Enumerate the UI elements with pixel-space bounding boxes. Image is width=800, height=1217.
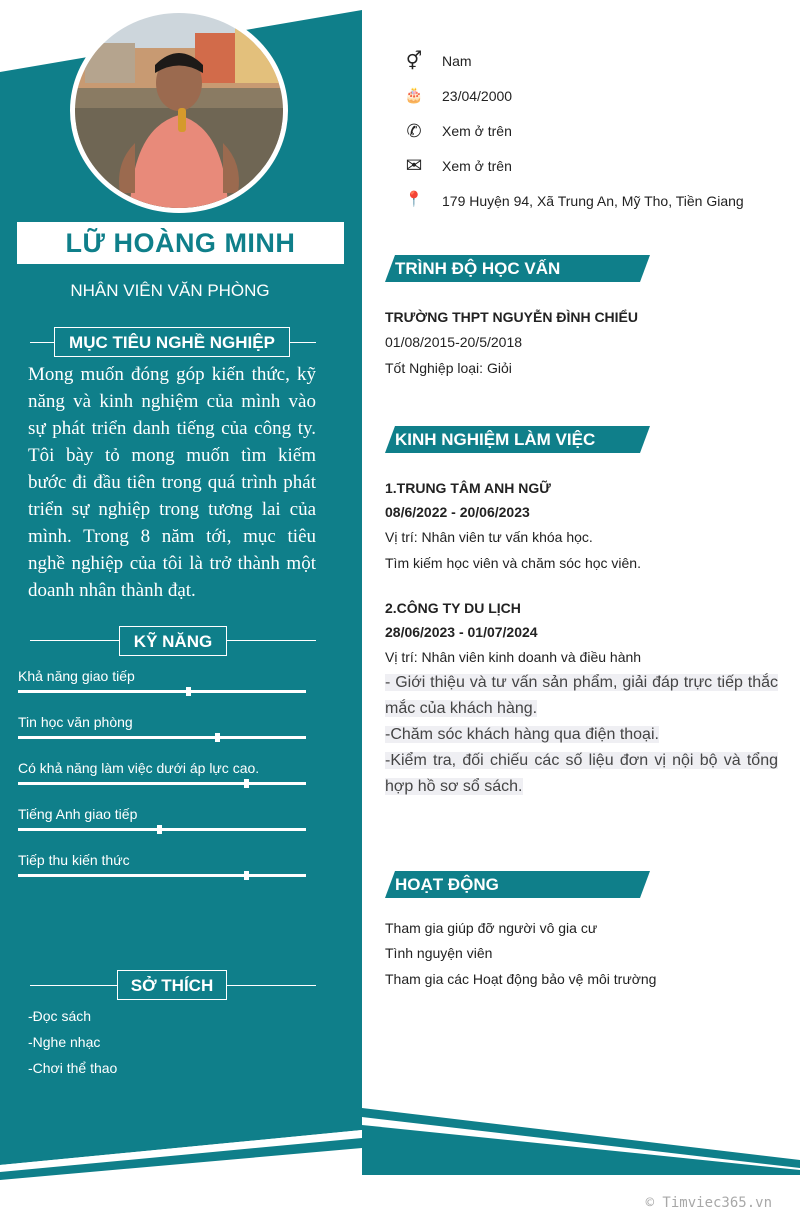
skill-slider-handle <box>244 871 249 880</box>
envelope-icon: ✉ <box>405 155 423 177</box>
activity-item: Tình nguyện viên <box>385 945 493 961</box>
job-description-line: -Kiểm tra, đối chiếu các số liệu đơn vị nội bộ và tổng hợp hồ sơ sổ sách. <box>385 752 778 795</box>
school-name: TRƯỜNG THPT NGUYỄN ĐÌNH CHIỂU <box>385 309 639 325</box>
skill-label: Tiếp thu kiến thức <box>18 852 130 868</box>
map-marker-icon: 📍 <box>404 191 424 208</box>
objective-text: Mong muốn đóng góp kiến thức, kỹ năng và kinh nghiệm của mình vào sự phát triển danh tiếng của công ty. Tôi bày tỏ mong muốn tìm kiếm bước đi đầu tiên trong quá trình phát triển sự nghiệp trong tương lai của mình. Trong 8 năm tới, mục tiêu nghề nghiệp của tôi là trở thành một doanh nhân thành đạt. <box>28 364 316 601</box>
education-period: 01/08/2015-20/5/2018 <box>385 334 523 350</box>
job-company: 1.TRUNG TÂM ANH NGỮ <box>385 480 551 496</box>
experience-heading <box>385 426 650 453</box>
job-position: Vị trí: Nhân viên tư vấn khóa học. <box>385 529 593 545</box>
job-position: Vị trí: Nhân viên kinh doanh và điều hành <box>385 649 642 665</box>
gender-text: Nam <box>442 53 472 69</box>
skill-label: Tin học văn phòng <box>18 714 133 730</box>
activities-heading <box>385 871 650 898</box>
skill-slider-handle <box>244 779 249 788</box>
activity-item: Tham gia các Hoạt động bảo vệ môi trường <box>385 971 657 987</box>
job-period: 28/06/2023 - 01/07/2024 <box>385 624 538 640</box>
education-result: Tốt Nghiệp loại: Giỏi <box>385 360 512 376</box>
profile-photo <box>75 13 283 208</box>
activity-item: Tham gia giúp đỡ người vô gia cư <box>385 920 598 936</box>
job-description-line: - Giới thiệu và tư vấn sản phẩm, giải đáp trực tiếp thắc mắc của khách hàng. <box>385 674 778 717</box>
divider-line <box>290 342 316 343</box>
divider-line <box>30 985 117 986</box>
skill-slider <box>18 828 306 831</box>
education-heading <box>385 255 650 282</box>
job-description <box>385 722 778 748</box>
skill-slider-handle <box>186 687 191 696</box>
hobby-item: -Chơi thể thao <box>28 1060 118 1076</box>
objective-heading: MỤC TIÊU NGHỀ NGHIỆP <box>54 327 290 357</box>
gender-icon: ⚥ <box>405 51 423 71</box>
job-period: 08/6/2022 - 20/06/2023 <box>385 504 530 520</box>
job-description-line: -Chăm sóc khách hàng qua điện thoại. <box>385 726 659 743</box>
address-text: 179 Huyện 94, Xã Trung An, Mỹ Tho, Tiền Giang <box>442 193 744 209</box>
email-text: Xem ở trên <box>442 158 512 174</box>
skill-label: Có khả năng làm việc dưới áp lực cao. <box>18 760 260 776</box>
candidate-name: LỮ HOÀNG MINH <box>65 228 296 258</box>
job-title: NHÂN VIÊN VĂN PHÒNG <box>70 281 270 300</box>
skill-slider-handle <box>157 825 162 834</box>
skills-heading: KỸ NĂNG <box>119 626 227 656</box>
education-heading-text: TRÌNH ĐỘ HỌC VẤN <box>395 259 561 278</box>
divider-line <box>227 640 316 641</box>
job-description <box>385 748 778 800</box>
phone-icon: ✆ <box>406 121 422 141</box>
birthday-cake-icon: 🎂 <box>404 87 424 104</box>
divider-line <box>30 640 119 641</box>
hobby-item: -Đọc sách <box>28 1008 92 1024</box>
experience-heading-text: KINH NGHIỆM LÀM VIỆC <box>395 430 596 449</box>
skill-label: Tiếng Anh giao tiếp <box>18 806 138 822</box>
skill-slider <box>18 736 306 739</box>
phone-text: Xem ở trên <box>442 123 512 139</box>
hobbies-heading: SỞ THÍCH <box>117 970 227 1000</box>
skill-slider <box>18 874 306 877</box>
job-description: Tìm kiếm học viên và chăm sóc học viên. <box>385 555 641 571</box>
skill-slider <box>18 782 306 785</box>
job-description <box>385 670 778 722</box>
birthday-text: 23/04/2000 <box>442 88 513 104</box>
name-box <box>17 222 344 264</box>
job-company: 2.CÔNG TY DU LỊCH <box>385 600 521 616</box>
skill-slider <box>18 690 306 693</box>
divider-line <box>227 985 316 986</box>
profile-photo-frame <box>70 8 288 213</box>
skill-label: Khả năng giao tiếp <box>18 668 135 684</box>
watermark: © Timviec365.vn <box>645 1195 772 1211</box>
skill-slider-handle <box>215 733 220 742</box>
divider-line <box>30 342 54 343</box>
hobby-item: -Nghe nhạc <box>28 1034 101 1050</box>
activities-heading-text: HOẠT ĐỘNG <box>395 875 499 894</box>
